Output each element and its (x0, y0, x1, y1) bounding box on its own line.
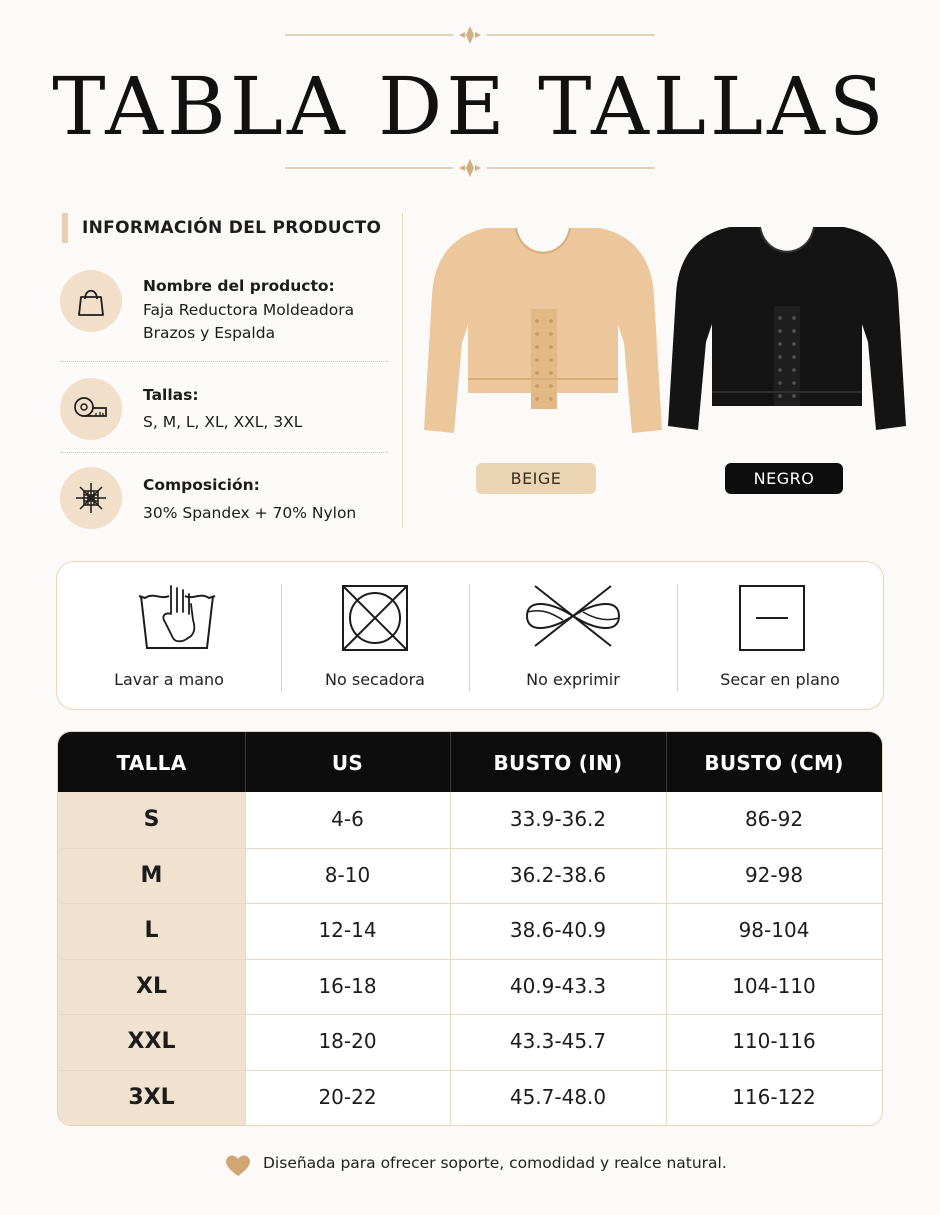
color-option-beige[interactable]: BEIGE (476, 463, 596, 494)
table-header-bust-cm: BUSTO (CM) (666, 732, 882, 792)
care-instructions-panel (56, 561, 884, 710)
care-item-no-wring (469, 562, 677, 709)
product-image-black (660, 224, 910, 434)
shopping-bag-icon (60, 270, 122, 332)
top-ornament (285, 25, 655, 45)
header-divider (450, 732, 451, 792)
product-info-heading: INFORMACIÓN DEL PRODUCTO (82, 218, 382, 238)
hand-wash-icon (135, 584, 219, 652)
info-label-name: Nombre del producto: (143, 277, 335, 295)
size-table (57, 731, 883, 1126)
cell-bust-cm: 92-98 (744, 862, 804, 887)
cell-bust-in: 38.6-40.9 (509, 918, 607, 942)
cell-us: 18-20 (318, 1029, 377, 1053)
measuring-tape-icon (60, 378, 122, 440)
color-option-black[interactable]: NEGRO (725, 463, 843, 494)
cell-size: XXL (127, 1029, 176, 1054)
info-vertical-divider (402, 213, 403, 528)
divider (60, 361, 388, 362)
cell-bust-in: 33.9-36.2 (509, 807, 607, 831)
care-label-no-wring: No exprimir (526, 670, 620, 689)
cell-size: 3XL (128, 1084, 175, 1110)
cell-bust-cm: 110-116 (732, 1029, 816, 1053)
footer-tagline: Diseñada para ofrecer soporte, comodidad y realce natural. (263, 1154, 727, 1172)
cell-bust-in: 43.3-45.7 (509, 1029, 607, 1053)
info-label-sizes: Tallas: (143, 386, 199, 404)
cell-bust-cm: 98-104 (738, 918, 810, 942)
heart-icon (226, 1155, 250, 1177)
care-item-dry-flat (677, 562, 883, 709)
info-value-composition: 30% Spandex + 70% Nylon (143, 504, 357, 522)
cell-size: M (140, 862, 163, 888)
cell-us: 12-14 (318, 918, 377, 942)
cell-us: 4-6 (331, 807, 364, 831)
care-label-dry-flat: Secar en plano (720, 670, 840, 689)
dry-flat-icon (738, 584, 806, 652)
cell-bust-cm: 104-110 (732, 973, 816, 998)
info-value-sizes: S, M, L, XL, XXL, 3XL (143, 413, 303, 431)
cell-bust-cm: 86-92 (744, 807, 804, 831)
header-divider (245, 732, 246, 792)
cell-bust-in: 45.7-48.0 (509, 1084, 607, 1109)
fabric-weave-icon (60, 467, 122, 529)
care-item-no-dryer (281, 562, 469, 709)
cell-bust-cm: 116-122 (732, 1084, 816, 1109)
divider (60, 452, 388, 453)
info-label-composition: Composición: (143, 476, 260, 494)
care-label-no-dryer: No secadora (325, 670, 425, 689)
no-tumble-dry-icon (341, 584, 409, 652)
info-value-name: Faja Reductora Moldeadora Brazos y Espalda (143, 301, 355, 342)
table-header-us: US (245, 732, 450, 792)
do-not-wring-icon (523, 584, 623, 648)
product-image-beige (418, 225, 668, 437)
cell-bust-in: 40.9-43.3 (509, 973, 607, 998)
bottom-ornament (285, 158, 655, 178)
section-accent-bar (62, 213, 68, 243)
table-header-bust-in: BUSTO (IN) (450, 732, 666, 792)
cell-us: 20-22 (318, 1084, 377, 1109)
cell-size: XL (136, 973, 167, 999)
cell-us: 8-10 (324, 862, 371, 887)
care-item-hand-wash (57, 562, 281, 709)
care-label-hand-wash: Lavar a mano (114, 670, 224, 689)
cell-size: S (143, 807, 160, 832)
cell-us: 16-18 (318, 973, 377, 998)
cell-size: L (144, 918, 159, 943)
page-title: TABLA DE TALLAS (52, 60, 888, 153)
table-header-size: TALLA (58, 732, 245, 792)
header-divider (666, 732, 667, 792)
cell-bust-in: 36.2-38.6 (509, 862, 607, 887)
